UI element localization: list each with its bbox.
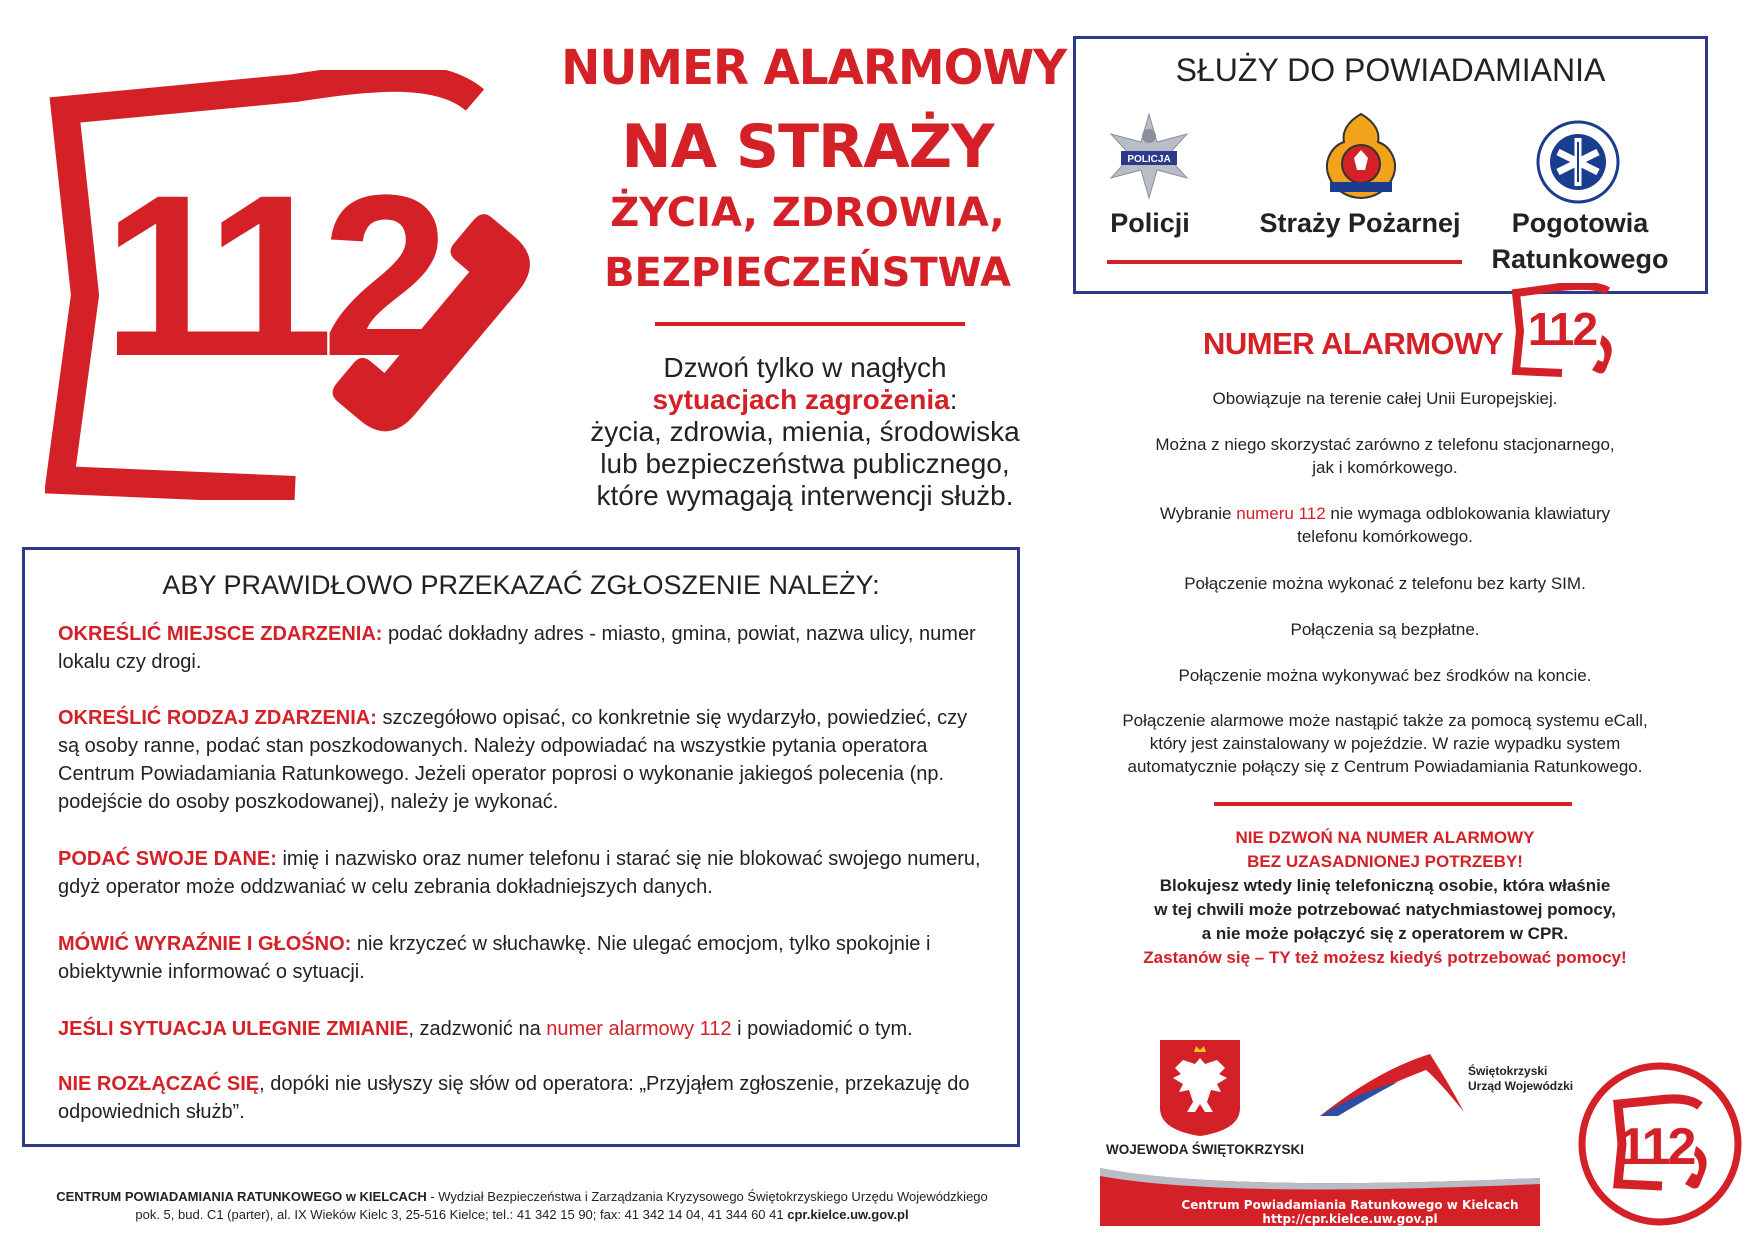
police-star-icon [1105, 112, 1193, 200]
warning-line-3: Blokujesz wtedy linię telefoniczną osobie, która właśnie [1159, 876, 1611, 895]
call-guidance [560, 352, 1050, 512]
service-fire-label: Straży Pożarnej [1259, 208, 1461, 238]
step-label: OKREŚLIĆ RODZAJ ZDARZENIA: [58, 707, 377, 729]
headline-line-4: BEZPIECZEŃSTWA [604, 250, 1011, 296]
step-text: , zadzwonić na [408, 1018, 547, 1040]
step-label: MÓWIĆ WYRAŹNIE I GŁOŚNO: [58, 933, 352, 955]
headline-divider [655, 322, 965, 326]
step-text: nie krzyczeć w słuchawkę. Nie ulegać emocjom, tylko spokojnie i obiektywnie informować o sytuacji. [58, 933, 931, 983]
step-text: , dopóki nie usłyszy się słów od operatora: „Przyjąłem zgłoszenie, przekazuję do odpowiednich służb”. [58, 1073, 970, 1123]
info-unlock-pre: Wybranie [1159, 504, 1237, 523]
step-label: NIE ROZŁĄCZAĆ SIĘ [58, 1073, 260, 1095]
instruction-step [58, 1015, 988, 1043]
info-unlock-line-2: telefonu komórkowego. [1297, 527, 1473, 546]
info-free: Połączenia są bezpłatne. [1290, 620, 1480, 639]
footer-line-1 [22, 1188, 1022, 1206]
footer-org: CENTRUM POWIADAMIANIA RATUNKOWEGO w KIELCACH [56, 1189, 427, 1204]
voivodeship-office-logo [1318, 1052, 1464, 1118]
headline-line-3: ŻYCIA, ZDROWIA, [610, 190, 1005, 236]
call-colon: : [949, 384, 958, 415]
info-phones [1090, 433, 1680, 479]
info-title: NUMER ALARMOWY [1203, 326, 1504, 361]
uw-label-line-1: Świętokrzyski [1468, 1064, 1548, 1078]
info-no-sim: Połączenie można wykonać z telefonu bez karty SIM. [1184, 574, 1586, 593]
info-unlock-line-1 [1090, 502, 1680, 525]
info-ecall [1090, 709, 1680, 778]
info-ecall-line-2: który jest zainstalowany w pojeździe. W razie wypadku system [1149, 734, 1621, 753]
warning-line-1: NIE DZWOŃ NA NUMER ALARMOWY [1235, 828, 1535, 847]
step-text-after: i powiadomić o tym. [731, 1018, 913, 1040]
step-text: imię i nazwisko oraz numer telefonu i starać się nie blokować swojego numeru, gdyż operator może oddzwaniać w celu zebrania dokładniejszych danych. [58, 848, 981, 898]
police-badge-text: POLICJA [1127, 154, 1171, 165]
service-medical-line-2: Ratunkowego [1491, 244, 1669, 274]
fire-service-emblem-icon [1320, 112, 1402, 200]
step-text: szczegółowo opisać, co konkretnie się wydarzyło, powiedzieć, czy są osoby ranne, podać stan poszkodowanych. Należy odpowiadać na wszystkie pytania operatora Centrum Powiadamiania Ratunkowego. Jeżeli operator poprosi o wykonanie jakiegoś polecenia (np. podejście do osoby poszkodowanej), należy je wykonać. [58, 707, 968, 813]
polish-eagle-emblem-icon [1158, 1038, 1242, 1138]
info-no-credit: Połączenie można wykonywać bez środków na koncie. [1178, 666, 1592, 685]
wojewoda-label: WOJEWODA ŚWIĘTOKRZYSKI [1105, 1142, 1304, 1157]
info-divider [1214, 802, 1572, 806]
warning-line-6: Zastanów się – TY też możesz kiedyś potrzebować pomocy! [1143, 948, 1627, 967]
services-title: SŁUŻY DO POWIADAMIANIA [1175, 52, 1606, 88]
emergency-112-circle-logo [1578, 1062, 1742, 1226]
footer-address: pok. 5, bud. C1 (parter), al. IX Wieków Kielc 3, 25-516 Kielce; tel.: 41 342 15 90; fax: 41 342 14 04, 41 344 60 41 [135, 1207, 788, 1222]
info-ecall-line-3: automatycznie połączy się z Centrum Powiadamiania Ratunkowego. [1127, 757, 1643, 776]
footer-line-2 [22, 1206, 1022, 1224]
call-line-5: które wymagają interwencji służb. [596, 480, 1014, 511]
warning-block [1090, 826, 1680, 970]
voivodeship-office-label [1468, 1064, 1573, 1094]
instruction-step [58, 704, 988, 816]
instruction-step [58, 845, 988, 901]
emergency-112-logo [45, 70, 585, 500]
uw-label-line-2: Urząd Wojewódzki [1468, 1079, 1574, 1093]
info-phones-line-1: Można z niego skorzystać zarówno z telefonu stacjonarnego, [1155, 435, 1615, 454]
headline-line-2: NA STRAŻY [621, 112, 994, 182]
instruction-step [58, 620, 988, 676]
info-phones-line-2: jak i komórkowego. [1312, 458, 1458, 477]
banner-text: Centrum Powiadamiania Ratunkowego w Kielcach http://cpr.kielce.uw.gov.pl [1181, 1198, 1519, 1226]
info-unlock-highlight: numeru 112 [1236, 504, 1326, 523]
headline-line-1: NUMER ALARMOWY [561, 40, 1067, 96]
call-line-3: życia, zdrowia, mienia, środowiska [590, 416, 1020, 447]
small-logo-number: 112 [1527, 303, 1597, 355]
instructions-title: ABY PRAWIDŁOWO PRZEKAZAĆ ZGŁOSZENIE NALEŻY: [162, 570, 880, 600]
call-line-1: Dzwoń tylko w nagłych [663, 352, 947, 383]
footer-website: cpr.kielce.uw.gov.pl [787, 1207, 909, 1222]
call-highlight: sytuacjach zagrożenia [652, 384, 950, 415]
call-line-2 [560, 384, 1050, 416]
service-police-label: Policji [1110, 208, 1190, 238]
warning-line-2: BEZ UZASADNIONEJ POTRZEBY! [1247, 852, 1523, 871]
services-divider [1107, 260, 1462, 264]
footer-contact [22, 1188, 1022, 1224]
info-unlock [1090, 502, 1680, 548]
instruction-step [58, 1070, 988, 1126]
footer-dept: - Wydział Bezpieczeństwa i Zarządzania Kryzysowego Świętokrzyskiego Urzędu Wojewódzkiego [426, 1189, 988, 1204]
logo-number: 112 [102, 147, 438, 404]
info-ecall-line-1: Połączenie alarmowe może nastąpić także za pomocą systemu eCall, [1122, 711, 1648, 730]
circle-logo-number: 112 [1618, 1118, 1694, 1176]
call-line-4: lub bezpieczeństwa publicznego, [600, 448, 1010, 479]
medical-rescue-emblem-icon [1536, 120, 1620, 204]
emergency-112-small-logo [1510, 283, 1622, 378]
step-label: JEŚLI SYTUACJA ULEGNIE ZMIANIE [58, 1018, 409, 1040]
info-eu: Obowiązuje na terenie całej Unii Europejskiej. [1212, 389, 1558, 408]
step-label: PODAĆ SWOJE DANE: [58, 848, 277, 870]
warning-line-5: a nie może połączyć się z operatorem w CPR. [1201, 924, 1569, 943]
step-highlight: numer alarmowy 112 [546, 1018, 732, 1040]
service-medical-line-1: Pogotowia [1511, 208, 1649, 238]
service-medical-label [1470, 205, 1690, 277]
instruction-step [58, 930, 988, 986]
info-unlock-post: nie wymaga odblokowania klawiatury [1325, 504, 1611, 523]
step-label: OKREŚLIĆ MIEJSCE ZDARZENIA: [58, 623, 383, 645]
warning-line-4: w tej chwili może potrzebować natychmiastowej pomocy, [1154, 900, 1616, 919]
step-text: podać dokładny adres - miasto, gmina, powiat, nazwa ulicy, numer lokalu czy drogi. [58, 623, 976, 673]
